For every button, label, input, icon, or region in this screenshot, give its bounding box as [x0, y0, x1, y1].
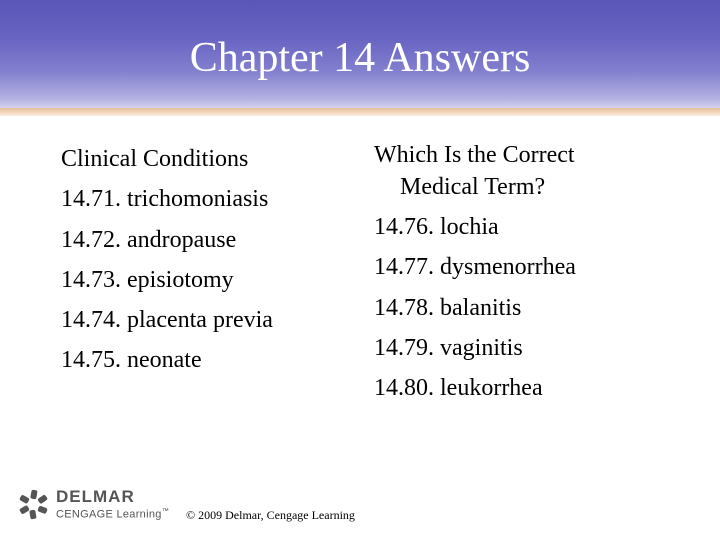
answer-item: 14.72. andropause [61, 226, 237, 253]
copyright-notice: © 2009 Delmar, Cengage Learning [186, 508, 355, 522]
logo-subtitle: CENGAGE Learning™ [56, 508, 169, 521]
answer-item: 14.74. placenta previa [61, 307, 273, 334]
answer-item: 14.71. trichomoniasis [61, 186, 269, 213]
answer-item: 14.73. episiotomy [61, 266, 234, 293]
answer-item: 14.79. vaginitis [374, 334, 523, 361]
answer-item: 14.80. leukorrhea [374, 375, 543, 402]
title-divider [0, 108, 720, 116]
left-column-heading: Clinical Conditions [61, 146, 249, 172]
delmar-logo-mark-icon [18, 489, 50, 521]
answer-item: 14.77. dysmenorrhea [374, 254, 576, 281]
slide-title: Chapter 14 Answers [189, 35, 531, 81]
delmar-cengage-logo [18, 487, 178, 523]
logo-wordmark: DELMAR [56, 487, 135, 506]
clinical-conditions-column [61, 139, 273, 381]
answer-item: 14.78. balanitis [374, 294, 522, 321]
right-column-heading-line2: Medical Term? [400, 174, 546, 200]
answer-item: 14.76. lochia [374, 214, 499, 240]
right-column-heading-line1: Which Is the Correct [374, 142, 575, 168]
correct-term-column [374, 139, 576, 408]
answer-item: 14.75. neonate [61, 347, 202, 374]
